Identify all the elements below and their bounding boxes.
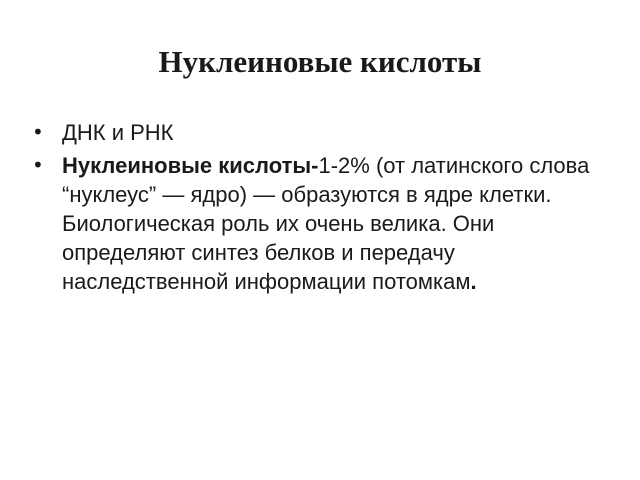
bullet-icon: • [32, 120, 44, 144]
bullet-text: ДНК и РНК [62, 120, 174, 145]
bullet-text [62, 153, 589, 294]
list-item [30, 118, 590, 147]
bullet-body-text: 1-2% (от латинского слова “нуклеус” — ядро) — образуются в ядре клетки. Биологическая роль их очень велика. Они определяют синтез белков и передачу наследственной информации потомкам [62, 153, 590, 294]
list-item [30, 151, 590, 296]
bullet-lead-text: Нуклеиновые кислоты- [62, 153, 319, 178]
bullet-icon: • [32, 153, 44, 177]
bullet-list [30, 118, 590, 300]
bullet-end-text: . [470, 269, 477, 294]
slide-title: Нуклеиновые кислоты [158, 44, 482, 79]
